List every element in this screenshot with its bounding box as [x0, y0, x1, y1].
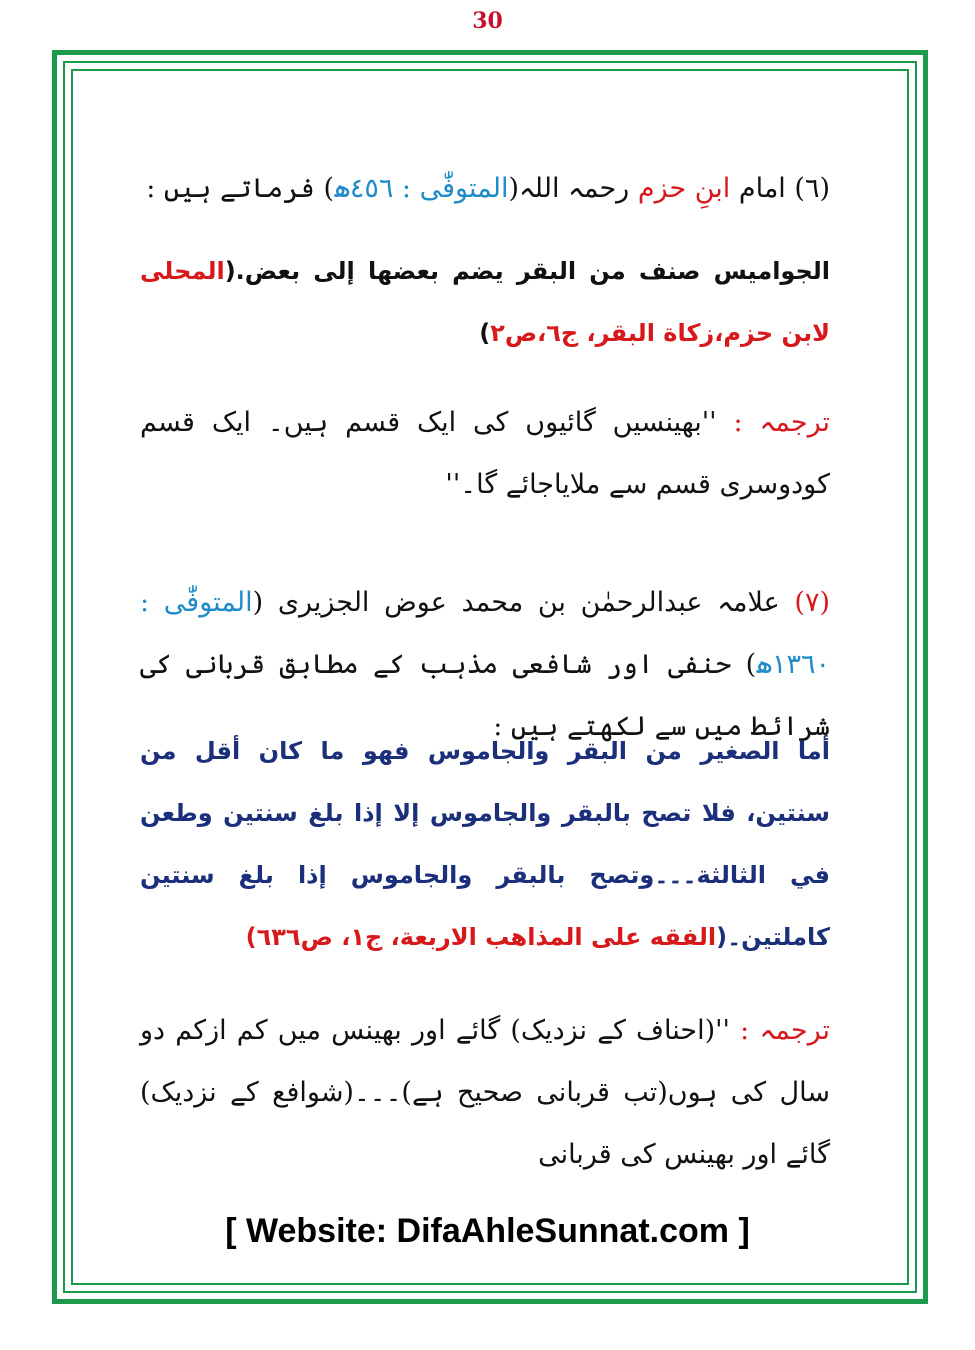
translation-text: ''بھینسیں گائیوں کی ایک قسم ہیں۔ ایک قسم کودوسری قسم سے ملایاجائے گا۔'' [140, 407, 830, 500]
death-date: المتوفّٰی : ١٣٦٠ھ [140, 587, 830, 680]
heading-close: ) فرماتے ہیں : [146, 173, 334, 204]
translation-label: ترجمہ : [740, 1015, 830, 1046]
honorific: رحمہ اللہ( [508, 173, 630, 204]
quote-close: ) [479, 319, 491, 347]
arabic-quote-1 [140, 240, 830, 364]
page-number: 30 [472, 8, 503, 34]
item-number: (٦) [794, 173, 830, 204]
death-date: المتوفّٰی : ٤٥٦ھ [334, 173, 509, 204]
website-footer: [ Website: DifaAhleSunnat.com ] [225, 1212, 750, 1250]
imam-ibn-hazm-heading [140, 158, 830, 220]
translation-text: ''(احناف کے نزدیک) گائے اور بھینس میں کم ازکم دو سال کی ہوں(تب قربانی صحیح ہے)۔۔۔(شوافع کے نزدیک) گائے اور بھینس کی قربانی [140, 1015, 830, 1170]
translation-1 [140, 392, 830, 516]
translation-label: ترجمہ : [733, 407, 830, 438]
item-number: (٧) [794, 587, 830, 618]
heading-text: علامہ عبدالرحمٰن بن محمد عوض الجزیری ( [252, 587, 780, 618]
title-imam: امام [738, 173, 786, 204]
scholar-name: ابنِ حزم [637, 173, 731, 204]
translation-2 [140, 1000, 830, 1186]
quote-close: ) [245, 923, 257, 951]
quote-text: الجواميس صنف من البقر يضم بعضها إلى بعض.( [224, 257, 830, 285]
quote-source: المحلى لابن حزم،زكاة البقر، ج٦،ص٢ [140, 257, 830, 347]
heading-rest: ) حنفی اور شافعی مذہب کے مطابق قربانی کی شرائط میں سے لکھتے ہیں : [140, 649, 830, 742]
arabic-quote-2 [140, 720, 830, 968]
quote-source: الفقه على المذاهب الاربعة، ج١، ص٦٣٦ [256, 923, 717, 951]
quote-text: أما الصغير من البقر والجاموس فهو ما كان أقل من سنتين، فلا تصح بالبقر والجاموس إلا إذا بلغ سنتين وطعن في الثالثة۔۔۔وتصح بالبقر والجاموس إذا بلغ سنتين كاملتين۔( [140, 737, 830, 951]
